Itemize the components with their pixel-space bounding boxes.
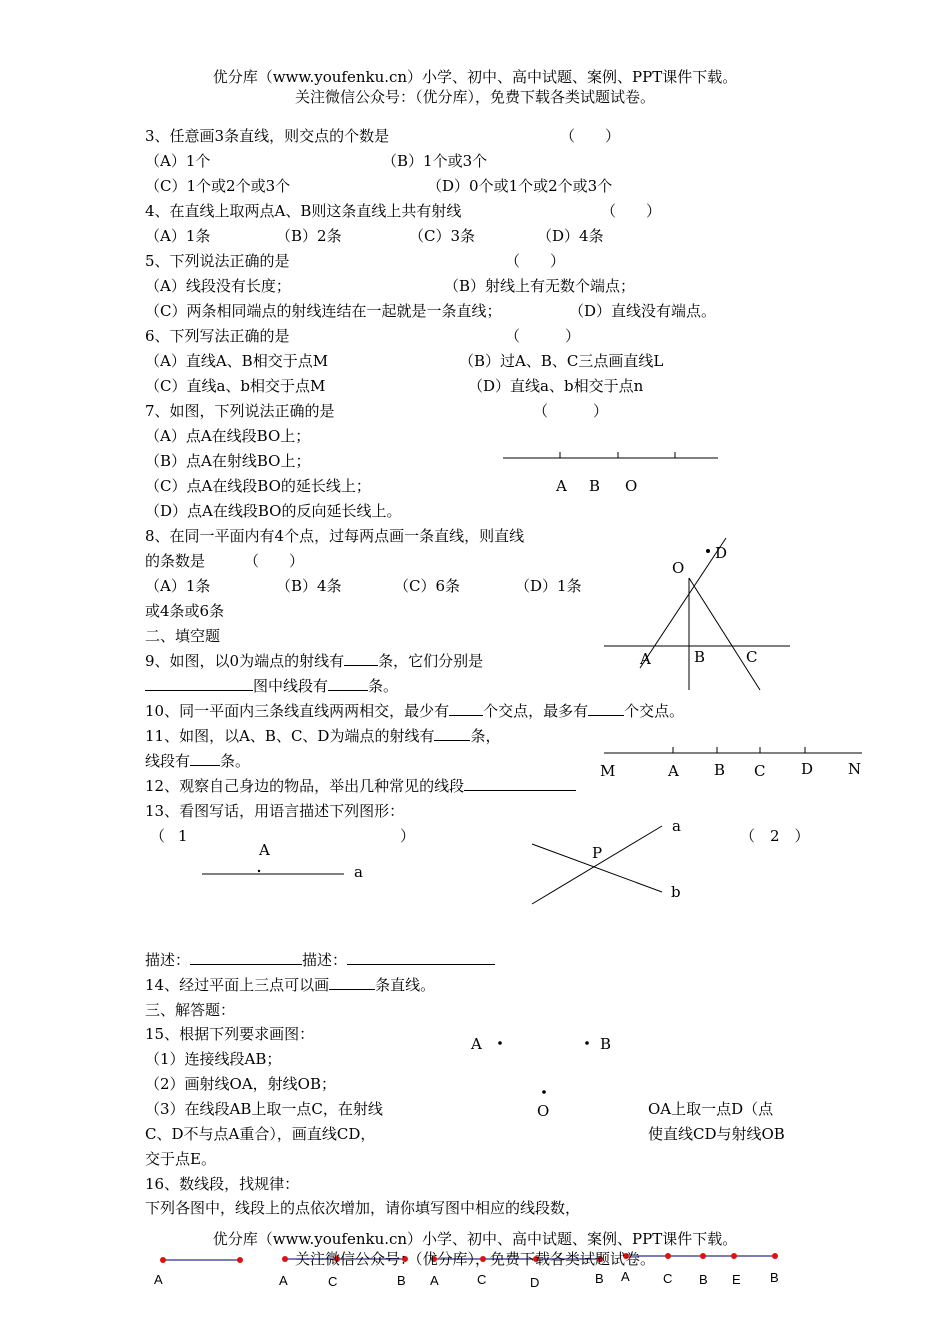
q3-option-a: （A）1个 xyxy=(145,152,211,170)
q9-label-d: D xyxy=(715,544,728,562)
q15-step-3c: C、D不与点A重合），画直线CD， xyxy=(145,1125,376,1143)
q10-part-2: 个交点，最多有 xyxy=(483,702,589,720)
q9-label-c: C xyxy=(746,648,758,666)
q11-part-1: 11、如图，以A、B、C、D为端点的射线有 xyxy=(145,727,435,745)
q13-description-line xyxy=(145,950,495,970)
q11-label-d: D xyxy=(801,760,814,778)
q16-stem: 16、数线段，找规律： xyxy=(145,1175,300,1193)
q7-label-a: A xyxy=(556,477,567,495)
q11-part-4: 条。 xyxy=(220,752,251,770)
q13-fig2-line-a xyxy=(532,826,662,904)
q12-text: 12、观察自己身边的物品，举出几种常见的线段 xyxy=(145,777,465,795)
q7-stem: 7、如图，下列说法正确的是 xyxy=(145,402,335,420)
q3-option-d: （D）0个或1个或2个或3个 xyxy=(427,177,613,195)
q13-stem: 13、看图写话，用语言描述下列图形： xyxy=(145,802,405,820)
q16-seg2-label-a: A xyxy=(279,1273,288,1288)
q13-fig2-label-b: b xyxy=(671,883,681,901)
q9-line-2 xyxy=(145,676,398,696)
q12-line xyxy=(145,776,576,796)
q11-label-n: N xyxy=(848,760,862,778)
q11-blank-segments[interactable] xyxy=(190,751,220,766)
q15-step-2: （2）画射线OA，射线OB； xyxy=(145,1075,336,1093)
q15-step-3b: OA上取一点D（点 xyxy=(648,1100,774,1118)
q8-answer-paren: （ ） xyxy=(244,552,305,570)
q6-answer-paren: （ ） xyxy=(505,327,581,345)
q13-fig1-label-line: a xyxy=(354,863,363,881)
q13-fig2-label: （ 2 ） xyxy=(740,827,810,845)
q9-label-a: A xyxy=(640,650,651,668)
q13-fig2-label-p: P xyxy=(592,844,603,862)
q13-desc-2: 描述： xyxy=(302,951,348,969)
q16-seg2-label-c: C xyxy=(328,1274,338,1289)
q9-blank-segments[interactable] xyxy=(328,676,368,691)
q10-part-1: 10、同一平面内三条线直线两两相交，最少有 xyxy=(145,702,450,720)
header-line-2: 关注微信公众号：（优分库），免费下载各类试题试卷。 xyxy=(294,88,655,106)
q3-option-b: （B）1个或3个 xyxy=(382,152,488,170)
q11-label-c: C xyxy=(754,762,766,780)
q13-fig1-point-a xyxy=(258,870,260,872)
q13-blank-desc-1[interactable] xyxy=(190,950,302,965)
q9-blank-rays[interactable] xyxy=(145,676,253,691)
q11-label-b: B xyxy=(714,761,726,779)
q11-part-3: 线段有 xyxy=(145,752,191,770)
q16-seg4-label-b: B xyxy=(699,1272,708,1287)
q4-answer-paren: （ ） xyxy=(601,202,662,220)
q16-seg3-label-d: D xyxy=(530,1275,540,1290)
q11-blank-rays[interactable] xyxy=(434,726,470,741)
q9-part-2: 条，它们分别是 xyxy=(378,652,484,670)
q16-seg4-label-b2: B xyxy=(770,1270,779,1285)
section-fill-in-heading: 二、填空题 xyxy=(145,627,221,645)
q16-seg3-label-a: A xyxy=(430,1273,439,1288)
q13-fig1-number: 1 xyxy=(178,827,188,845)
q15-point-a xyxy=(498,1041,502,1045)
q16-seg1-label-a: A xyxy=(154,1272,163,1287)
q15-step-1: （1）连接线段AB； xyxy=(145,1050,282,1068)
q15-step-3d: 使直线CD与射线OB xyxy=(648,1125,785,1143)
q16-seg3-label-b: B xyxy=(595,1271,604,1286)
q7-option-a: （A）点A在线段BO上； xyxy=(145,427,311,445)
q3-stem: 3、任意画3条直线，则交点的个数是 xyxy=(145,127,390,145)
q11-label-a: A xyxy=(668,762,679,780)
q11-line-2 xyxy=(145,751,250,771)
q7-label-b: B xyxy=(589,477,601,495)
q5-answer-paren: （ ） xyxy=(505,252,566,270)
q13-fig1-close: ） xyxy=(400,827,416,845)
q10-blank-min[interactable] xyxy=(449,701,483,716)
q6-option-a: （A）直线A、B相交于点M xyxy=(145,352,329,370)
q11-part-2: 条， xyxy=(470,727,501,745)
q12-blank[interactable] xyxy=(464,776,576,791)
q8-option-d: （D）1条 xyxy=(515,577,582,595)
q8-option-a: （A）1条 xyxy=(145,577,211,595)
q4-option-c: （C）3条 xyxy=(409,227,476,245)
q3-answer-paren: （ ） xyxy=(560,127,621,145)
q5-option-d: （D）直线没有端点。 xyxy=(569,302,717,320)
q14-blank[interactable] xyxy=(329,975,375,990)
q13-fig1-label-a: A xyxy=(259,841,270,859)
q16-seg4-label-a: A xyxy=(621,1269,630,1284)
q14-line xyxy=(145,975,435,995)
q7-label-o: O xyxy=(625,477,638,495)
q14-part-1: 14、经过平面上三点可以画 xyxy=(145,976,330,994)
q9-point-d xyxy=(706,549,710,553)
q16-description: 下列各图中，线段上的点依次增加，请你填写图中相应的线段数， xyxy=(145,1199,581,1217)
q5-option-c: （C）两条相同端点的射线连结在一起就是一条直线； xyxy=(145,302,502,320)
q9-part-1: 9、如图，以0为端点的射线有 xyxy=(145,652,345,670)
q15-label-b: B xyxy=(600,1035,612,1053)
q7-option-b: （B）点A在射线BO上； xyxy=(145,452,311,470)
q13-fig2-label-a: a xyxy=(672,817,681,835)
footer-line-1: 优分库（www.youfenku.cn）小学、初中、高中试题、案例、PPT课件下载。 xyxy=(212,1230,738,1248)
footer-line-2: 关注微信公众号：（优分库），免费下载各类试题试卷。 xyxy=(294,1250,655,1268)
q7-option-c: （C）点A在线段BO的延长线上； xyxy=(145,477,371,495)
q9-part-3: 图中线段有 xyxy=(253,677,329,695)
q6-option-b: （B）过A、B、C三点画直线L xyxy=(459,352,664,370)
q9-line-1 xyxy=(145,651,483,671)
q16-seg4-label-e: E xyxy=(732,1272,741,1287)
q15-step-3e: 交于点E。 xyxy=(145,1150,216,1168)
q4-option-d: （D）4条 xyxy=(537,227,604,245)
q9-ray-oc xyxy=(689,578,760,690)
q10-blank-max[interactable] xyxy=(588,701,624,716)
q4-option-a: （A）1条 xyxy=(145,227,211,245)
q15-label-a: A xyxy=(471,1035,482,1053)
q10-part-3: 个交点。 xyxy=(624,702,685,720)
q10-line xyxy=(145,701,684,721)
q15-label-o: O xyxy=(537,1102,550,1120)
q3-option-c: （C）1个或2个或3个 xyxy=(145,177,291,195)
q6-option-c: （C）直线a、b相交于点M xyxy=(145,377,326,395)
q8-option-b: （B）4条 xyxy=(276,577,342,595)
q16-seg4-label-c: C xyxy=(663,1271,673,1286)
q15-point-o xyxy=(542,1090,546,1094)
header-line-1: 优分库（www.youfenku.cn）小学、初中、高中试题、案例、PPT课件下载。 xyxy=(212,68,738,86)
q11-line-1 xyxy=(145,726,500,746)
q8-stem-line-2: 的条数是 xyxy=(145,552,206,570)
q13-desc-1: 描述： xyxy=(145,951,191,969)
q14-part-2: 条直线。 xyxy=(375,976,436,994)
q8-stem-line-1: 8、在同一平面内有4个点，过每两点画一条直线，则直线 xyxy=(145,527,525,545)
q13-blank-desc-2[interactable] xyxy=(347,950,495,965)
q4-stem: 4、在直线上取两点A、B则这条直线上共有射线 xyxy=(145,202,462,220)
q6-option-d: （D）直线a、b相交于点n xyxy=(468,377,644,395)
q9-part-4: 条。 xyxy=(368,677,399,695)
section-solution-heading: 三、解答题： xyxy=(145,1001,236,1019)
q6-stem: 6、下列写法正确的是 xyxy=(145,327,290,345)
q15-point-b xyxy=(585,1041,589,1045)
q5-stem: 5、下列说法正确的是 xyxy=(145,252,290,270)
q9-label-b: B xyxy=(694,648,706,666)
q8-option-d-tail: 或4条或6条 xyxy=(145,602,225,620)
q5-option-a: （A）线段没有长度； xyxy=(145,277,291,295)
q15-step-3a: （3）在线段AB上取一点C，在射线 xyxy=(145,1100,383,1118)
q4-option-b: （B）2条 xyxy=(276,227,342,245)
q9-blank-count[interactable] xyxy=(344,651,378,666)
q8-option-c: （C）6条 xyxy=(394,577,461,595)
q13-fig1-open: （ xyxy=(150,827,166,845)
q7-answer-paren: （ ） xyxy=(533,402,609,420)
q5-option-b: （B）射线上有无数个端点； xyxy=(444,277,636,295)
q16-seg3-label-c: C xyxy=(477,1272,487,1287)
q15-stem: 15、根据下列要求画图： xyxy=(145,1025,315,1043)
q7-option-d: （D）点A在线段BO的反向延长线上。 xyxy=(145,502,402,520)
q11-label-m: M xyxy=(600,762,616,780)
q16-seg2-label-b: B xyxy=(397,1273,406,1288)
q9-label-o: O xyxy=(672,559,685,577)
